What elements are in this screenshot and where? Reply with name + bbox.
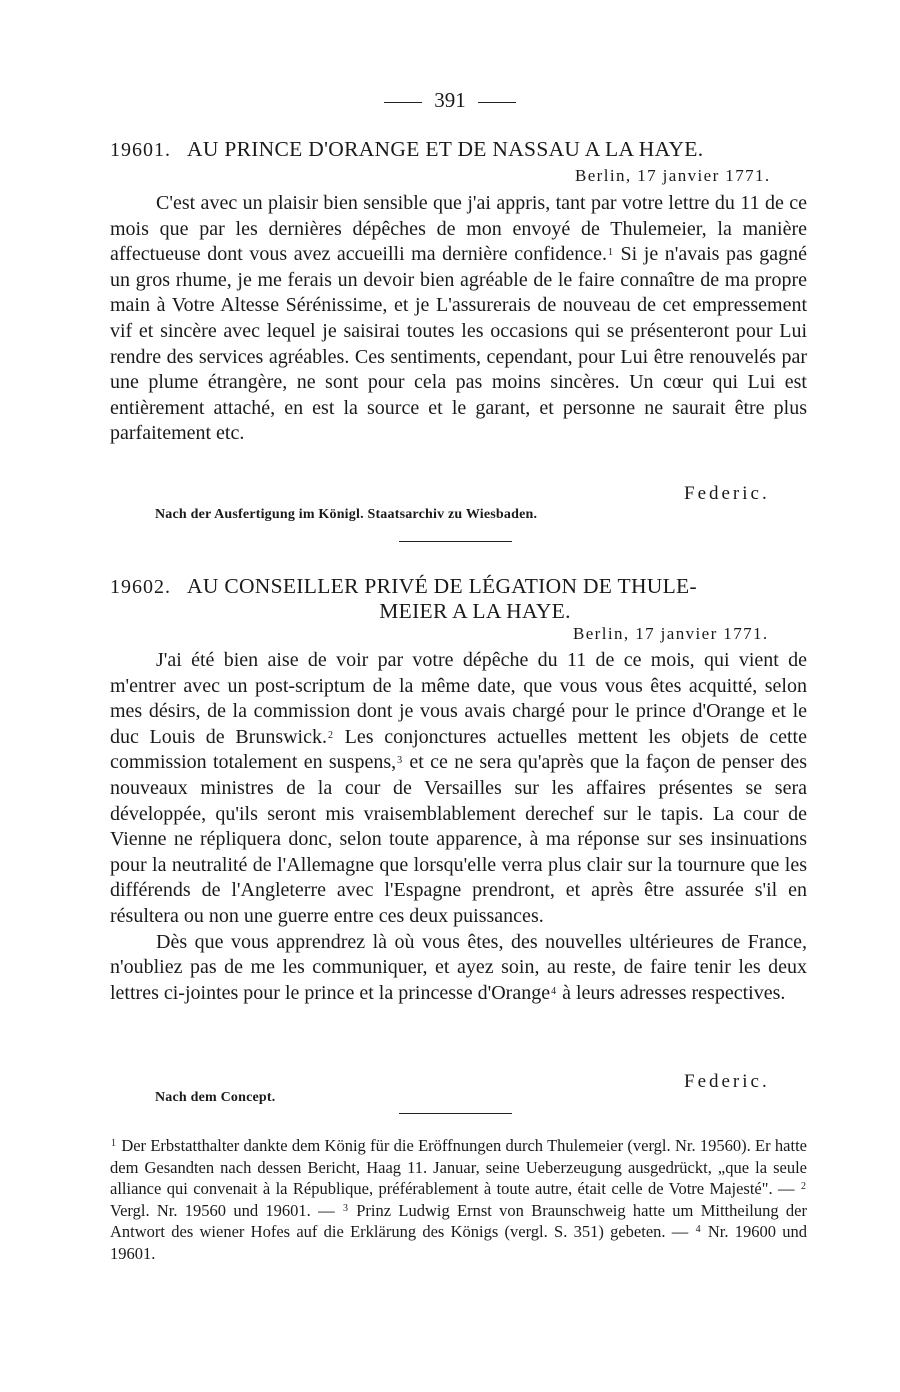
paragraph-text: et ce ne sera qu'après que la façon de penser des nouveaux ministres de la cour de Versailles sur les affaires présentes se sera développée, qu'ils seront mis vraisemblablement derechef sur le tapis. La cour de Vienne ne répliquera donc, selon toute apparence, à ma réponse sur ses insinuations pour la neutralité de l'Allemagne que lorsqu'elle verra plus clair sur la tournure que les différends de l'Angleterre avec l'Espagne prendront, et après être assurée s'il en résultera ou non une guerre entre ces deux puissances. <box>110 751 808 927</box>
page-number-dash-right <box>478 102 516 103</box>
footnote-mark: 1 <box>607 247 613 259</box>
footnote-4-mark: 4 <box>695 1224 701 1235</box>
page-number-dash-left <box>384 102 422 103</box>
footnote-1-text: Der Erbstatthalter dankte dem König für die Eröffnungen durch Thulemeier (vergl. Nr. 19560). Er hatte dem Gesandten nach dessen Bericht, Haag 11. Januar, seine Ueberzeugung ausgedrückt, „que la seule alliance qui convenait à la République, préférablement à toute autre, était celle de Votre Majesté". — <box>110 1136 807 1198</box>
footnote-3-mark: 3 <box>342 1202 348 1214</box>
letter-19601-source: Nach der Ausfertigung im Königl. Staatsarchiv zu Wiesbaden. <box>155 507 538 522</box>
footnote-4-text: Nr. 19600 und 19601. <box>110 1222 807 1263</box>
footnote-2-text: Vergl. Nr. 19560 und 19601. — <box>110 1200 335 1220</box>
footnotes <box>110 1135 807 1264</box>
letter-19602-signature: Federic. <box>684 1071 770 1092</box>
letter-19602-heading <box>110 573 810 600</box>
letter-title: AU CONSEILLER PRIVÉ DE LÉGATION DE THULE- <box>187 574 697 598</box>
page-number-row <box>0 88 900 113</box>
letter-19602-paragraph-2 <box>110 930 807 1007</box>
footnote-mark: 3 <box>397 755 403 767</box>
letter-19602-dateline: Berlin, 17 janvier 1771. <box>573 624 769 643</box>
letter-19601-dateline: Berlin, 17 janvier 1771. <box>575 166 771 185</box>
letter-19602-paragraph-1 <box>110 648 807 930</box>
letter-number: 19602. <box>110 576 171 598</box>
letter-19602-heading-line2: MEIER A LA HAYE. <box>379 599 571 623</box>
letter-19601-signature: Federic. <box>684 483 770 504</box>
page-number: 391 <box>434 88 466 112</box>
letter-19601-paragraph <box>110 191 807 447</box>
footnote-1-mark: 1 <box>111 1138 116 1149</box>
letter-19602-body <box>110 648 807 1006</box>
letter-19601-heading <box>110 136 810 163</box>
footnote-3-text: Prinz Ludwig Ernst von Braunschweig hatte um Mittheilung der Antwort des wiener Hofes auf die Erklärung des Königs (vergl. S. 351) gebeten. — <box>110 1200 807 1241</box>
letter-19602-source: Nach dem Concept. <box>155 1090 276 1105</box>
paragraph-text: J'ai été bien aise de voir par votre dépêche du 11 de ce mois, qui vient de m'entrer avec un post-scriptum de la même date, que vous vous êtes acquitté, selon mes désirs, de la commission dont je vous avais chargé pour le prince d'Orange et le duc Louis de Brunswick. <box>110 649 807 748</box>
footnote-mark: 4 <box>551 985 557 997</box>
paragraph-text: Les conjonctures actuelles mettent les objets de cette commission totalement en suspens, <box>110 725 807 774</box>
footnote-divider <box>399 1113 512 1114</box>
paragraph-text: Si je n'avais pas gagné un gros rhume, je me ferais un devoir bien agréable de le faire connaître de ma propre main à Votre Altesse Sérénissime, et je L'assurerais de nouveau de cet empressement vif et sincère avec lequel je saisirai toutes les occasions qui se présenteront pour Lui rendre des services agréables. Ces sentiments, cependant, pour Lui être renouvelés par une plume étrangère, ne sont pour cela pas moins sincères. Un cœur qui Lui est entièrement attaché, en est la source et le garant, et personne ne saurait être plus parfaitement etc. <box>110 243 807 445</box>
footnote-2-mark: 2 <box>801 1181 806 1192</box>
letter-19601-body <box>110 191 807 447</box>
paragraph-text: à leurs adresses respectives. <box>562 981 786 1004</box>
paragraph-text: Dès que vous apprendrez là où vous êtes, des nouvelles ultérieures de France, n'oubliez pas de me les communiquer, et ayez soin, au reste, de faire tenir les deux lettres ci-jointes pour le prince et la princesse d'Orange <box>110 930 807 1004</box>
letter-title: AU PRINCE D'ORANGE ET DE NASSAU A LA HAYE. <box>187 137 704 161</box>
section-divider <box>399 541 512 542</box>
letter-number: 19601. <box>110 139 171 161</box>
paragraph-text: C'est avec un plaisir bien sensible que j'ai appris, tant par votre lettre du 11 de ce mois que par les dernières dépêches de mon envoyé de Thulemeier, la manière affectueuse dont vous avez accueilli ma dernière confidence. <box>110 192 807 266</box>
footnote-mark: 2 <box>328 729 333 741</box>
